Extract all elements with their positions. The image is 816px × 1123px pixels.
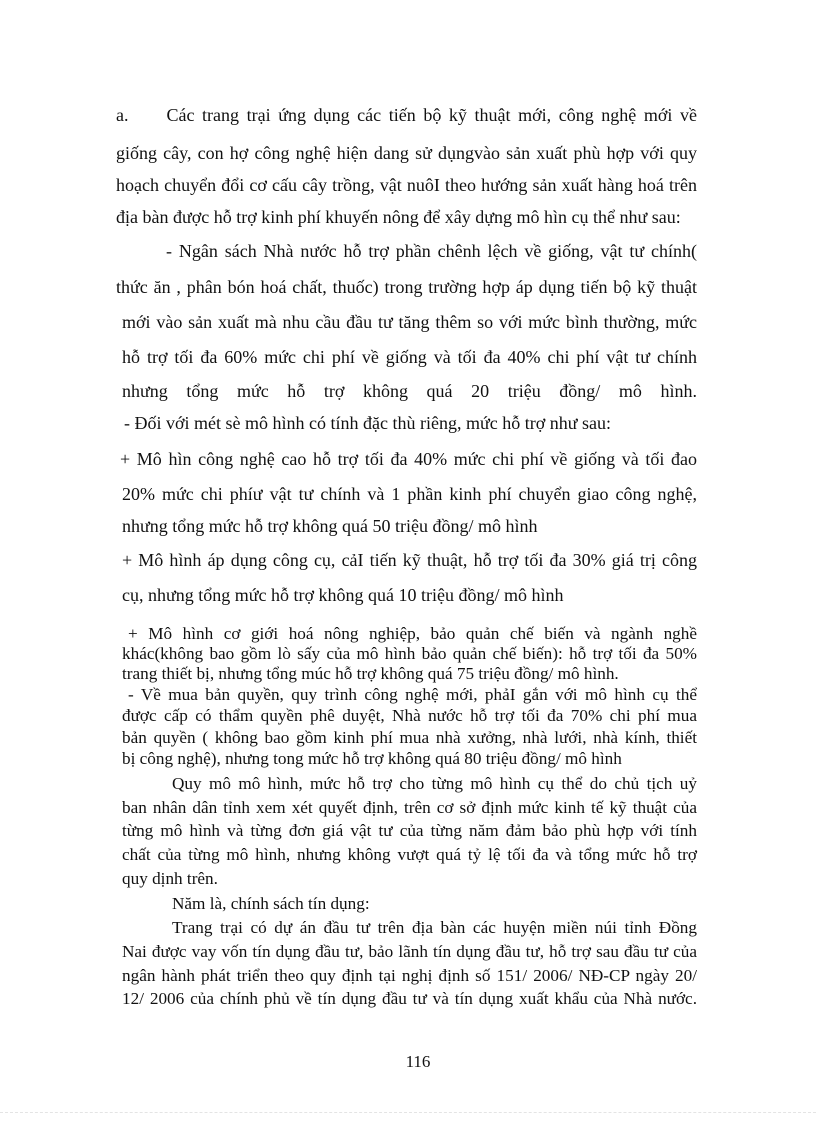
text-line: ngân hành phát triển theo quy định tại nghị định số 151/ 2006/ NĐ-CP ngày 20/ (122, 966, 697, 985)
text-line: nhưng tổng mức hỗ trợ không quá 20 triệu đồng/ mô hình. (122, 381, 697, 401)
text-line: bị công nghệ), nhưng tong mức hỗ trợ không quá 80 triệu đồng/ mô hình (122, 749, 622, 768)
text-line: 12/ 2006 của chính phủ về tín dụng đầu tư và tín dụng xuất khẩu của Nhà nước. (122, 989, 697, 1008)
text-line: Nai được vay vốn tín dụng đầu tư, bảo lãnh tín dụng đầu tư, hỗ trợ sau đầu tư của (122, 942, 697, 961)
text-line: quy dịnh trên. (122, 869, 218, 888)
page-bottom-divider (0, 1112, 816, 1113)
text-line: - Về mua bản quyền, quy trình công nghệ mới, phảI gắn với mô hình cụ thể (128, 685, 697, 704)
text-line: - Đối với mét sè mô hình có tính đặc thù riêng, mức hỗ trợ như sau: (124, 413, 611, 433)
text-line: 20% mức chi phíư vật tư chính và 1 phần kinh phí chuyển giao công nghệ, (122, 484, 697, 504)
text-line: nhưng tổng mức hỗ trợ không quá 50 triệu đồng/ mô hình (122, 516, 538, 536)
page-number: 116 (405, 1052, 431, 1071)
text-line: được cấp có thẩm quyền phê duyệt, Nhà nước hỗ trợ tối đa 70% chi phí mua (122, 706, 697, 725)
text-line: - Ngân sách Nhà nước hỗ trợ phần chênh lệch về giống, vật tư chính( (166, 241, 697, 261)
text-line: ban nhân dân tỉnh xem xét quyết định, trên cơ sở định mức kinh tế kỹ thuật của (122, 798, 697, 817)
text-line: Quy mô mô hình, mức hỗ trợ cho từng mô hình cụ thể do chủ tịch uỷ (172, 774, 697, 793)
text-line: trang thiết bị, nhưng tổng múc hỗ trợ không quá 75 triệu đồng/ mô hình. (122, 664, 619, 683)
text-line: khác(không bao gồm lò sấy của mô hình bảo quản chế biến): hỗ trợ tối đa 50% (122, 644, 697, 663)
text-line: cụ, nhưng tổng mức hỗ trợ không quá 10 triệu đồng/ mô hình (122, 585, 564, 605)
text-line: a. Các trang trại ứng dụng các tiến bộ kỹ thuật mới, công nghệ mới về (116, 105, 697, 125)
text-line: Năm là, chính sách tín dụng: (172, 894, 370, 913)
text-line: Trang trại có dự án đầu tư trên địa bàn các huyện miền núi tỉnh Đồng (172, 918, 697, 937)
text-line: + Mô hình cơ giới hoá nông nghiệp, bảo quản chế biến và ngành nghề (128, 624, 697, 643)
text-line: hoạch chuyển đổi cơ cấu cây trồng, vật nuôI theo hướng sản xuất hàng hoá trên (116, 175, 697, 195)
text-line: địa bàn được hỗ trợ kinh phí khuyến nông để xây dựng mô hìn cụ thể như sau: (116, 207, 681, 227)
text-line: chất của từng mô hình, nhưng không vượt quá tỷ lệ tối đa và tổng mức hỗ trợ (122, 845, 697, 864)
text-line: từng mô hình và từng đơn giá vật tư của từng năm đảm bảo phù hợp với tính (122, 821, 697, 840)
text-line: mới vào sản xuất mà nhu cầu đầu tư tăng thêm so với mức bình thường, mức (122, 312, 697, 332)
text-line: thức ăn , phân bón hoá chất, thuốc) trong trường hợp áp dụng tiến bộ kỹ thuật (116, 277, 697, 297)
text-line: hỗ trợ tối đa 60% mức chi phí về giống và tối đa 40% chi phí vật tư chính (122, 347, 697, 367)
text-line: bản quyền ( không bao gồm kinh phí mua nhà xưởng, nhà lưới, nhà kính, thiết (122, 728, 697, 747)
text-line: + Mô hìn công nghệ cao hỗ trợ tối đa 40% mức chi phí về giống và tối đao (120, 449, 697, 469)
text-line: + Mô hình áp dụng công cụ, cảI tiến kỹ thuật, hỗ trợ tối đa 30% giá trị công (122, 550, 697, 570)
text-line: giống cây, con hợ công nghệ hiện dang sử dụngvào sản xuất phù hợp với quy (116, 143, 697, 163)
